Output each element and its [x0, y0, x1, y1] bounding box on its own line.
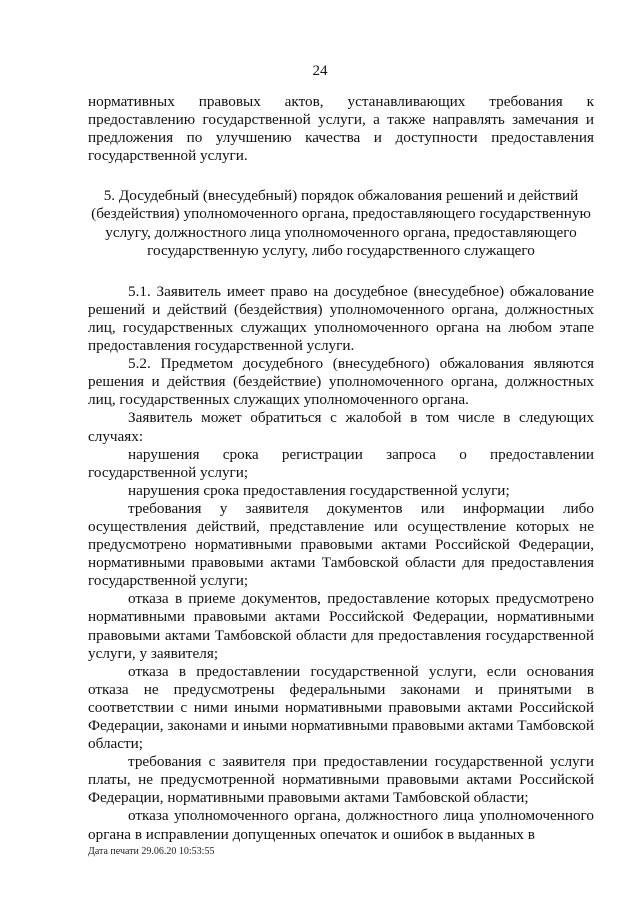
paragraph-complaint-cases: Заявитель может обратиться с жалобой в том числе в следующих случаях: [88, 409, 594, 445]
page-number: 24 [312, 63, 328, 79]
print-date-footer: Дата печати 29.06.20 10:53:55 [88, 846, 215, 857]
list-item-registration-violation: нарушения срока регистрации запроса о предоставлении государственной услуги; [88, 445, 594, 481]
intro-paragraph: нормативных правовых актов, устанавливающих требования к предоставлению государственной услуги, а также направлять замечания и предложения по улучшению качества и доступности предоставления государственной услуги. [88, 93, 594, 165]
document-body [88, 93, 594, 844]
list-item-fee-requirement: требования с заявителя при предоставлении государственной услуги платы, не предусмотренной нормативными правовыми актами Российской Федерации, нормативными правовыми актами Тамбовской области; [88, 753, 594, 807]
list-item-service-refusal: отказа в предоставлении государственной услуги, если основания отказа не предусмотрены федеральными законами и принятыми в соответствии с ними иными нормативными правовыми актами Российской Федерации, законами и иными нормативными правовыми актами Тамбовской области; [88, 662, 594, 753]
list-item-correction-refusal: отказа уполномоченного органа, должностного лица уполномоченного органа в исправлении допущенных опечаток и ошибок в выданных в [88, 807, 594, 843]
paragraph-5-1: 5.1. Заявитель имеет право на досудебное (внесудебное) обжалование решений и действий (бездействия) уполномоченного органа, должностных лиц, государственных служащих уполномоченного органа на любом этапе предоставления государственной услуги. [88, 282, 594, 355]
list-item-document-requirements: требования у заявителя документов или информации либо осуществления действий, представление или осуществление которых не предусмотрено нормативными правовыми актами Российской Федерации, нормативными правовыми актами Тамбовской области для предоставления государственной услуги; [88, 499, 594, 590]
list-item-document-refusal: отказа в приеме документов, предоставление которых предусмотрено нормативными правовыми актами Российской Федерации, нормативными правовыми актами Тамбовской области для предоставления государственной услуги, у заявителя; [88, 590, 594, 662]
paragraph-5-2: 5.2. Предметом досудебного (внесудебного) обжалования являются решения и действия (бездействие) уполномоченного органа, должностных лиц, государственных служащих уполномоченного органа. [88, 355, 594, 409]
section-heading: 5. Досудебный (внесудебный) порядок обжалования решений и действий (бездействия) уполномоченного органа, предоставляющего государственную услугу, должностного лица уполномоченного органа, предоставляющего государственную услугу, либо государственного служащего [91, 187, 591, 259]
list-item-service-term-violation: нарушения срока предоставления государственной услуги; [128, 481, 510, 499]
